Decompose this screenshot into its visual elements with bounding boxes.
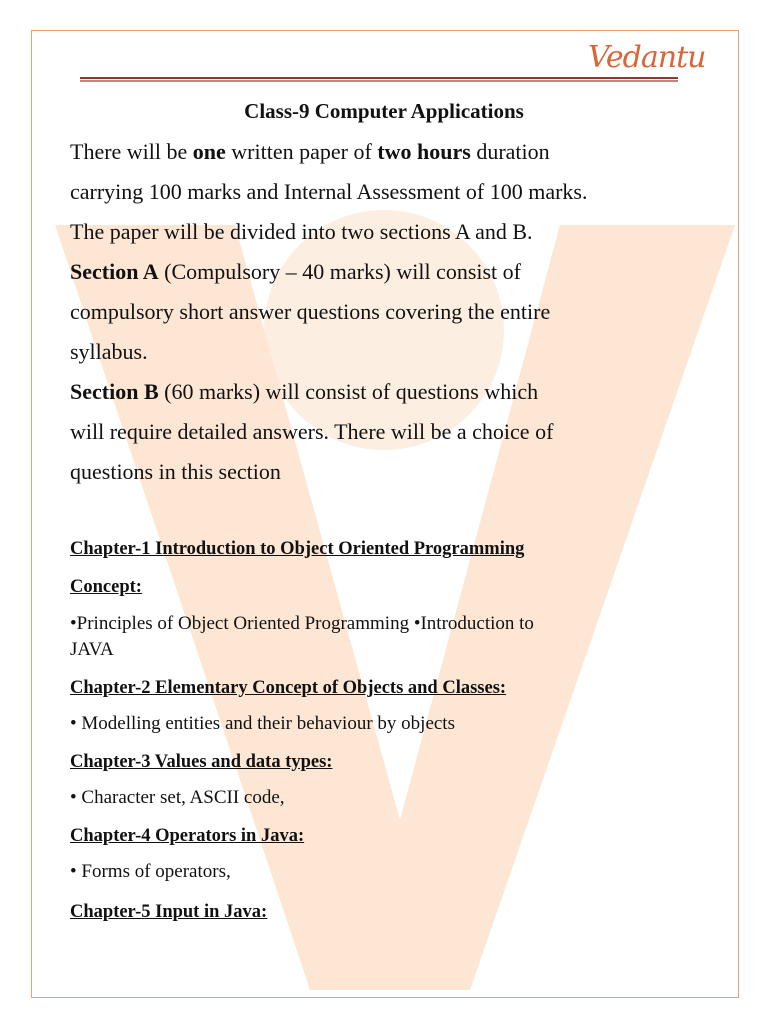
text: written paper of: [225, 139, 378, 164]
chapter-1-item: •Principles of Object Oriented Programming •Introduction to: [70, 613, 534, 634]
page-border: [31, 30, 739, 998]
chapter-3-item: • Character set, ASCII code,: [70, 787, 285, 808]
text: (Compulsory – 40 marks) will consist of: [158, 259, 521, 284]
chapter-4-item: • Forms of operators,: [70, 861, 231, 882]
chapter-5-heading: Chapter-5 Input in Java:: [70, 902, 268, 922]
bold-text: two hours: [377, 139, 471, 164]
intro-line-8: will require detailed answers. There will be a choice of: [70, 419, 554, 444]
chapter-3-heading: Chapter-3 Values and data types:: [70, 752, 333, 772]
chapter-2-heading: Chapter-2 Elementary Concept of Objects and Classes:: [70, 678, 507, 698]
intro-line-9: questions in this section: [70, 459, 281, 484]
intro-line-3: The paper will be divided into two sections A and B.: [70, 219, 533, 244]
vedantu-logo: Vedantu: [588, 40, 706, 75]
chapter-4-heading: Chapter-4 Operators in Java:: [70, 826, 305, 846]
header-rule-thin: [80, 80, 678, 82]
chapter-1-heading-cont: Concept:: [70, 577, 142, 597]
intro-line-1: [70, 139, 550, 165]
header-rule: [80, 77, 678, 79]
intro-line-2: carrying 100 marks and Internal Assessment of 100 marks.: [70, 179, 588, 204]
document-title: Class-9 Computer Applications: [244, 99, 524, 123]
chapter-1-heading: Chapter-1 Introduction to Object Oriented Programming: [70, 539, 525, 559]
intro-line-5: compulsory short answer questions covering the entire: [70, 299, 551, 324]
text: (60 marks) will consist of questions which: [158, 379, 539, 404]
bold-text: one: [192, 139, 226, 164]
section-b-label: Section B: [70, 379, 159, 404]
chapter-1-item-cont: JAVA: [70, 639, 114, 660]
text: There will be: [70, 139, 193, 164]
chapter-2-item: • Modelling entities and their behaviour by objects: [70, 713, 455, 734]
section-a-line: [70, 259, 521, 285]
intro-line-6: syllabus.: [70, 339, 148, 364]
text: duration: [470, 139, 550, 164]
section-b-line: [70, 379, 538, 405]
section-a-label: Section A: [70, 259, 159, 284]
